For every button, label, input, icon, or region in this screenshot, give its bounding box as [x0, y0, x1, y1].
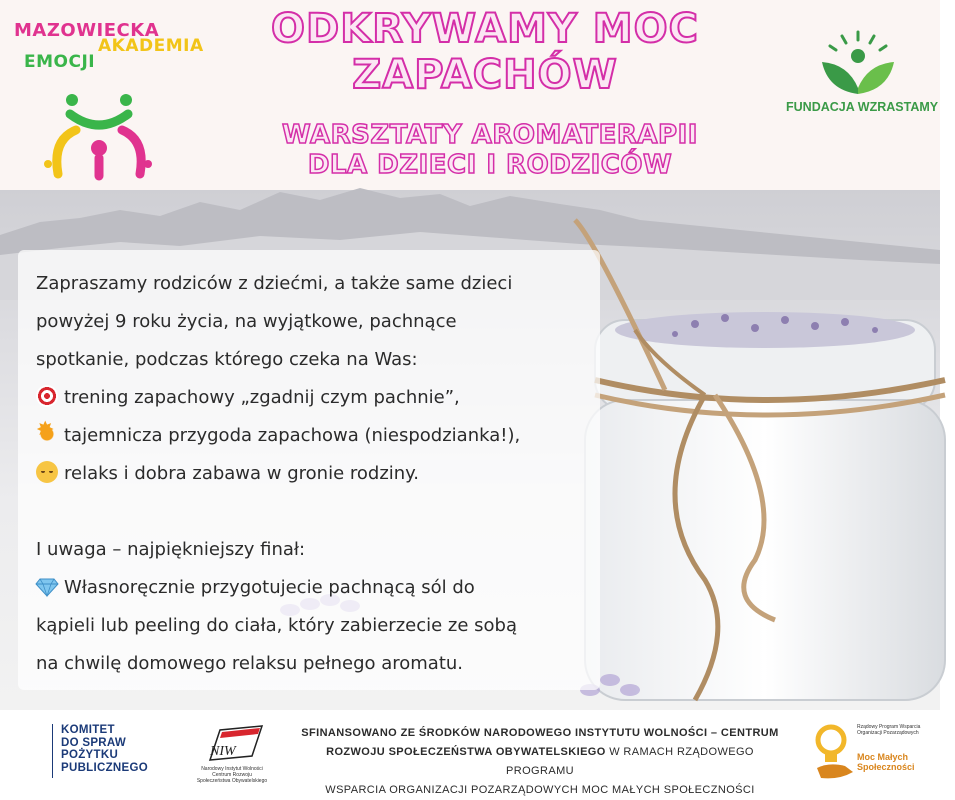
- niw-logo: [196, 724, 268, 784]
- program-name: Moc Małych Społeczności: [857, 752, 915, 772]
- body-line: spotkanie, podczas którego czeka na Was:: [36, 349, 418, 370]
- sprout-icon: [818, 30, 898, 96]
- fundacja-wzrastamy-logo: [780, 30, 940, 130]
- logo-text: FUNDACJA WZRASTAMY: [786, 100, 939, 114]
- relieved-face-icon: [36, 461, 58, 483]
- logo-line: DO SPRAW: [61, 736, 127, 749]
- body-line: powyżej 9 roku życia, na wyjątkowe, pachnące: [36, 311, 457, 332]
- funding-line: WSPARCIA ORGANIZACJI POZARZĄDOWYCH MOC MAŁYCH SPOŁECZNOŚCI: [325, 784, 755, 796]
- logo-word: MAZOWIECKA: [14, 20, 160, 41]
- bullet-item: [36, 417, 596, 455]
- logo-word: EMOCJI: [24, 52, 96, 72]
- target-icon: [36, 385, 58, 407]
- niw-caption: Narodowy Instytut Wolności Centrum Rozwoju Społeczeństwa Obywatelskiego: [196, 766, 268, 784]
- funding-line: SFINANSOWANO ZE ŚRODKÓW NARODOWEGO INSTYTUTU WOLNOŚCI – CENTRUM: [301, 727, 779, 739]
- gem-icon: [36, 577, 58, 597]
- moc-malych-spolecznosci-logo: [815, 722, 935, 782]
- funding-line: W RAMACH RZĄDOWEGO PROGRAMU: [506, 746, 754, 777]
- program-caption: Rządowy Program Wsparcia Organizacji Pozarządowych: [857, 724, 921, 736]
- invitation-body: [36, 265, 596, 683]
- body-line: I uwaga – najpiękniejszy finał:: [36, 539, 306, 560]
- funding-line: ROZWOJU SPOŁECZEŃSTWA OBYWATELSKIEGO: [326, 746, 606, 758]
- bullet-text: trening zapachowy „zgadnij czym pachnie”,: [64, 387, 460, 408]
- final-text: Własnoręcznie przygotujecie pachnącą sól do: [64, 577, 475, 598]
- subtitle-line: WARSZTATY AROMATERAPII: [282, 120, 698, 150]
- logo-word: AKADEMIA: [98, 36, 204, 56]
- subtitle-line: DLA DZIECI I RODZICÓW: [307, 150, 673, 180]
- lightbulb-hand-icon: [815, 722, 855, 780]
- title-line: ODKRYWAMY MOC: [271, 6, 699, 52]
- page-subtitle: [230, 120, 750, 180]
- komitet-pozytku-publicznego-logo: [52, 724, 164, 778]
- bullet-text: relaks i dobra zabawa w gronie rodziny.: [64, 463, 419, 484]
- logo-line: POŻYTKU: [61, 749, 119, 761]
- final-item: [36, 569, 596, 607]
- bullet-item: [36, 455, 596, 493]
- bullet-text: tajemnicza przygoda zapachowa (niespodzianka!),: [64, 425, 521, 446]
- body-line: kąpieli lub peeling do ciała, który zabierzecie ze sobą: [36, 615, 517, 636]
- mazowiecka-akademia-emocji-logo: [14, 18, 204, 178]
- niw-label: NIW: [210, 744, 236, 759]
- page-title: [250, 6, 720, 98]
- title-line: ZAPACHÓW: [352, 52, 618, 98]
- logo-line: PUBLICZNEGO: [61, 761, 148, 774]
- sun-sparkle-icon: [36, 423, 58, 445]
- logo-line: KOMITET: [61, 724, 115, 736]
- spacer: [36, 493, 596, 531]
- funding-statement: [295, 724, 785, 800]
- bullet-item: [36, 379, 596, 417]
- smiley-figure-icon: [44, 78, 154, 178]
- body-line: na chwilę domowego relaksu pełnego aromatu.: [36, 653, 464, 674]
- body-line: Zapraszamy rodziców z dziećmi, a także same dzieci: [36, 273, 513, 294]
